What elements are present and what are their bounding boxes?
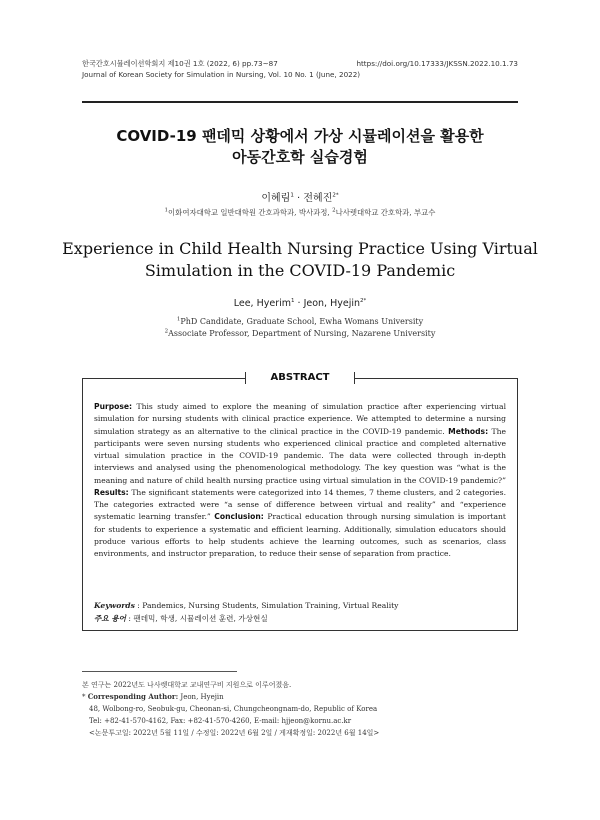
affiliations-english: $^1$PhD Candidate, Graduate School, Ewha Womans University $^2$Associate Professor, Department of Nursing, Nazarene University [164, 316, 436, 338]
abstract-body: Purpose: This study aimed to explore the meaning of simulation practice after experiencing virtual simulation for nursing students with clinical practice experience. We attempted to determine a nursing simulation strategy as an alternative to the clinical practice in the COVID-19 pandemic. Methods: The participants were seven nursing students who experienced clinical practice and completed alternative virtual simulation practice in the COVID-19 pandemic. The data were collected through in-depth interviews and analysed using the phenomenological methodology. The key question was “what is the meaning and nature of child health nursing practice using virtual simulation in the COVID-19 pandemic?” Results: The significant statements were categorized into 14 themes, 7 theme clusters, and 2 categories. The categories extracted were “a sense of difference between virtual and reality” and “experience systematic learning transfer.” Conclusion: Practical education through nursing simulation is important for students to experience a systematic and efficient learning. Additionally, simulation educators should produce various efforts to help students achieve the learning outcomes, such as scenarios, class environments, and instructor preparation, to reduce their sense of separation from practice. [94, 402, 506, 558]
keywords [94, 599, 506, 625]
submission-dates: <논문투고일: 2022년 5월 11일 / 수정일: 2022년 6월 2일 / 게재확정일: 2022년 6월 14일> [89, 729, 380, 737]
doi-link[interactable]: https://doi.org/10.17333/JKSSN.2022.10.1.73 [356, 59, 518, 68]
keywords-english: Keywords : Pandemics, Nursing Students, Simulation Training, Virtual Reality [94, 601, 399, 610]
corresponding-author: * Corresponding Author: Jeon, Hyejin [82, 692, 224, 701]
funding-note: 본 연구는 2022년도 나사렛대학교 교내연구비 지원으로 이루어졌음. [82, 681, 292, 689]
author-address: 48, Wolbong-ro, Seobuk-gu, Cheonan-si, Chungcheongnam-do, Republic of Korea [89, 705, 378, 713]
footnotes [82, 679, 518, 739]
journal-ko-citation: 한국간호시뮬레이션학회지 제10권 1호 (2022, 6) pp.73~87 [82, 59, 278, 68]
authors-english: Lee, Hyerim$^1$ · Jeon, Hyejin$^{2*}$ [233, 297, 367, 309]
author-contact: Tel: +82-41-570-4162, Fax: +82-41-570-4260, E-mail: hjjeon@kornu.ac.kr [89, 717, 352, 725]
keywords-korean: 주요 용어 : 팬데믹, 학생, 시뮬레이션 훈련, 가상현실 [94, 614, 268, 623]
title-english: Experience in Child Health Nursing Practice Using Virtual Simulation in the COVID-19 Pandemic [62, 239, 538, 280]
footnote-rule [82, 671, 237, 672]
abstract-heading: ABSTRACT [270, 372, 330, 383]
affiliations-korean: $^1$이화여자대학교 일반대학원 간호과학과, 박사과정, $^2$나사렛대학교 간호학과, 부교수 [164, 207, 436, 217]
header-rule [82, 101, 518, 103]
running-header [82, 58, 518, 80]
title-korean: COVID-19 팬데믹 상황에서 가상 시뮬레이션을 활용한 아동간호학 실습경험 [116, 127, 484, 166]
authors-korean: 이혜림$^1$ · 전혜진$^{2*}$ [261, 192, 339, 204]
journal-en-citation: Journal of Korean Society for Simulation in Nursing, Vol. 10 No. 1 (June, 2022) [82, 70, 361, 79]
